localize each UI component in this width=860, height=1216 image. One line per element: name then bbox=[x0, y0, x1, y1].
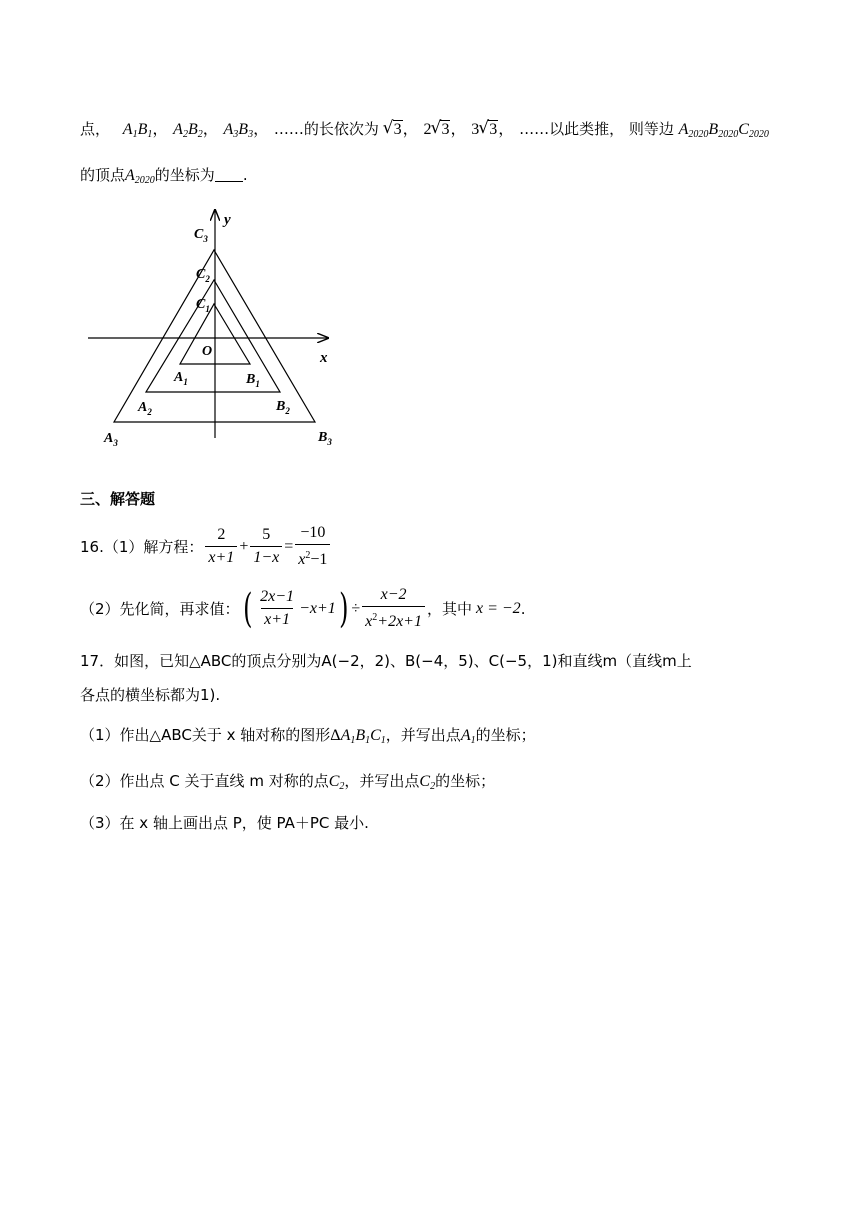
label-x: x bbox=[320, 350, 328, 366]
q17-line1: 17．如图，已知△ABC的顶点分别为A(−2，2)、B(−4，5)、C(−5，1)和直线m（直线m上 bbox=[80, 652, 692, 670]
segment-a3b3: $A_3B_3$ bbox=[223, 121, 254, 140]
fraction-h: $\frac{x-2}{x^2+2x+1}$ bbox=[362, 586, 425, 631]
q17-part2: （2）作出点 C 关于直线 m 对称的点$C_2$，并写出点$C_2$的坐标； bbox=[80, 772, 496, 792]
label-a1: $A_1$ bbox=[174, 370, 188, 387]
q16-part1: 16.（1）解方程： $\frac{2}{x+1}$ + $\frac{5}{1-x}$ = $\frac{-10}{x^2-1}$ bbox=[80, 524, 332, 569]
fraction-g: $\frac{2x-1}{x+1}$ bbox=[260, 588, 295, 628]
label-b1: $B_1$ bbox=[246, 372, 260, 389]
sqrt-3: √ 3 bbox=[431, 121, 450, 139]
vertex-a2020: $A_{2020}$ bbox=[125, 167, 155, 186]
text-dian: 点， bbox=[80, 120, 111, 138]
fraction-1: $\frac{2}{x+1}$ bbox=[205, 526, 237, 567]
label-a2: $A_2$ bbox=[138, 400, 152, 417]
label-a3: $A_3$ bbox=[104, 431, 118, 448]
text-ellipsis: …… bbox=[519, 120, 550, 138]
q16-part2: （2）先化简，再求值： ( $\frac{2x-1}{x+1}$ −x+1 ) ÷ $\frac{x-2}{x^2+2x+1}$ ，其中 x = −2 . bbox=[80, 585, 526, 632]
fraction-3: $\frac{-10}{x^2-1}$ bbox=[295, 524, 330, 569]
sqrt-3: √ 3 bbox=[384, 121, 403, 139]
sqrt-3: √ 3 bbox=[479, 121, 498, 139]
label-o: O bbox=[202, 344, 213, 359]
q17-line2: 各点的横坐标都为1). bbox=[80, 686, 221, 704]
triangle-2 bbox=[146, 280, 280, 392]
p15-line1: 点， $A_1B_1$， $A_2B_2$， $A_3B_3$， ……的长依次为 √ 3， 2√ 3， 3√ 3， ……以此类推， 则等边 $A_{2020}B_{2020}C_{2020}$ bbox=[80, 116, 769, 140]
segment-a1b1: $A_1B_1$ bbox=[122, 121, 153, 140]
q17-part3: （3）在 x 轴上画出点 P，使 PA＋PC 最小. bbox=[80, 814, 369, 832]
segment-a2b2: $A_2B_2$ bbox=[173, 121, 203, 140]
section-title: 三、解答题 bbox=[80, 490, 156, 508]
label-c3: $C_3$ bbox=[194, 227, 208, 244]
text-infer: 以此类推， 则等边 bbox=[549, 120, 674, 138]
p15-line2: 的顶点$A_{2020}$的坐标为 . bbox=[80, 166, 248, 186]
label-b2: $B_2$ bbox=[276, 399, 290, 416]
triangle-figure bbox=[82, 206, 352, 456]
label-c2: $C_2$ bbox=[196, 267, 210, 284]
text-lengths: ……的长依次为 bbox=[273, 120, 379, 138]
answer-blank[interactable] bbox=[215, 167, 243, 182]
label-b3: $B_3$ bbox=[318, 430, 332, 447]
label-c1: $C_1$ bbox=[196, 297, 210, 314]
label-y: y bbox=[224, 212, 231, 228]
fraction-2: $\frac{5}{1-x}$ bbox=[250, 526, 282, 567]
triangle-2020: $A_{2020}B_{2020}C_{2020}$ bbox=[678, 121, 769, 140]
q17-part1: （1）作出△ABC关于 x 轴对称的图形$\Delta A_1B_1C_1$，并写出点$A_1$的坐标； bbox=[80, 726, 536, 746]
